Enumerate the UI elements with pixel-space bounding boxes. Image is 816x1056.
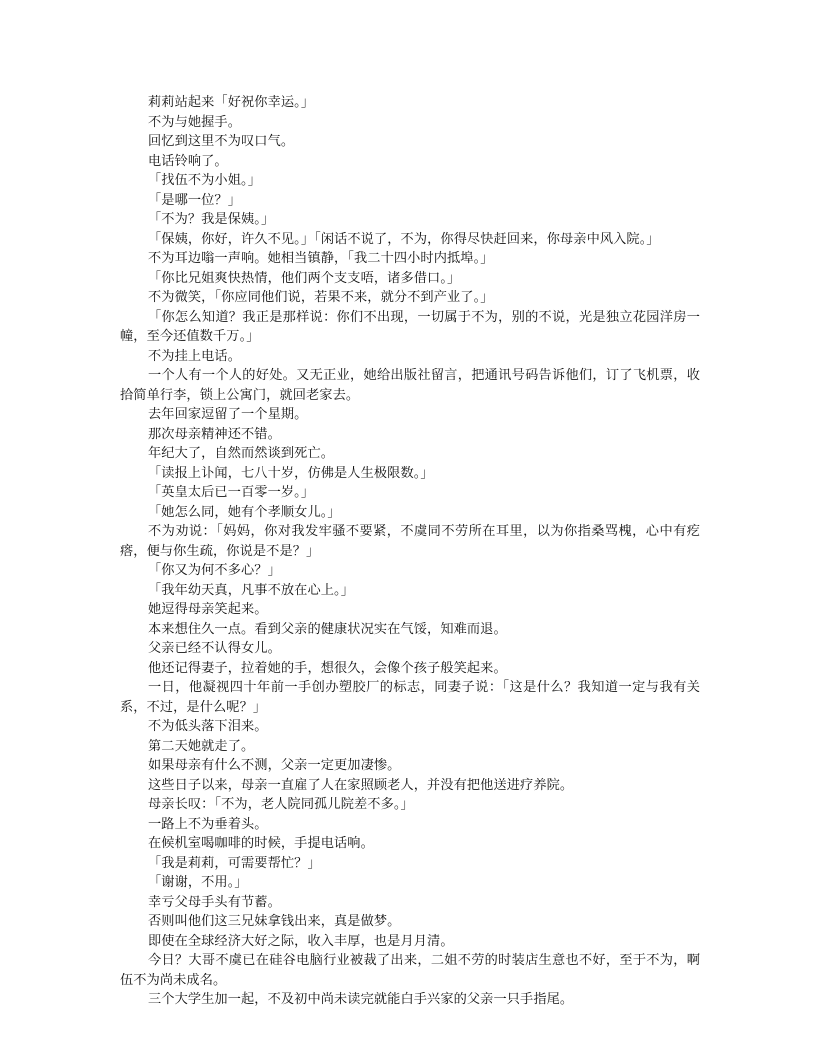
paragraph: 她逗得母亲笑起来。 xyxy=(148,602,268,617)
paragraph: 电话铃响了。 xyxy=(148,153,228,169)
paragraph: 即使在全球经济大好之际，收入丰厚，也是月月清。 xyxy=(148,933,454,949)
paragraph: 「谢谢，不用。」 xyxy=(148,875,248,890)
paragraph: 母亲长叹：「不为，老人院同孤儿院差不多。」 xyxy=(148,797,414,812)
paragraph: 「是哪一位？」 xyxy=(148,192,242,208)
paragraph: 不为低头落下泪来。 xyxy=(148,719,268,734)
paragraph: 那次母亲精神还不错。 xyxy=(148,426,281,442)
paragraph: 莉莉站起来「好祝你幸运。」 xyxy=(148,95,315,110)
paragraph: 不为挂上电话。 xyxy=(148,348,242,364)
paragraph: 这些日子以来，母亲一直雇了人在家照顾老人，并没有把他送进疗养院。 xyxy=(148,777,574,793)
paragraph: 不为耳边嗡一声响。她相当镇静，「我二十四小时内抵埠。」 xyxy=(148,251,494,266)
paragraph: 一个人有一个人的好处。又无正业，她给出版社留言，把通讯号码告诉他们，订了飞机票，收拾简单行李，锁上公寓门，就回老家去。 xyxy=(120,368,700,403)
paragraph: 幸亏父母手头有节蓄。 xyxy=(148,894,281,910)
document-page xyxy=(120,93,700,1010)
paragraph: 不为与她握手。 xyxy=(148,114,242,130)
paragraph: 不为劝说：「妈妈，你对我发牢骚不要紧，不虞同不劳所在耳里，以为你指桑骂槐，心中有疙瘩，便与你生疏，你说是不是？」 xyxy=(120,524,700,559)
paragraph: 「你又为何不多心？」 xyxy=(148,563,281,578)
paragraph: 三个大学生加一起，不及初中尚未读完就能白手兴家的父亲一只手指尾。 xyxy=(148,992,574,1007)
paragraph: 他还记得妻子，拉着她的手，想很久，会像个孩子般笑起来。 xyxy=(148,660,507,676)
paragraph: 本来想住久一点。看到父亲的健康状况实在气馁，知难而退。 xyxy=(148,621,507,637)
paragraph: 在候机室喝咖啡的时候，手提电话响。 xyxy=(148,836,374,851)
paragraph: 不为微笑，「你应同他们说，若果不来，就分不到产业了。」 xyxy=(148,290,494,305)
paragraph: 否则叫他们这三兄妹拿钱出来，真是做梦。 xyxy=(148,914,401,929)
paragraph: 今日？大哥不虞已在硅谷电脑行业被裁了出来，二姐不劳的时装店生意也不好，至于不为，啊伍不为尚未成名。 xyxy=(120,953,700,988)
paragraph: 「找伍不为小姐。」 xyxy=(148,173,261,188)
paragraph: 第二天她就走了。 xyxy=(148,738,255,754)
paragraph: 如果母亲有什么不测，父亲一定更加凄惨。 xyxy=(148,758,401,773)
paragraph: 一日，他凝视四十年前一手创办塑胶厂的标志，同妻子说：「这是什么？我知道一定与我有关系，不过，是什么呢？」 xyxy=(120,680,700,715)
paragraph: 「我年幼天真，凡事不放在心上。」 xyxy=(148,582,354,598)
paragraph: 「你怎么知道？我正是那样说：你们不出现，一切属于不为，别的不说，光是独立花园洋房一幢，至今还值数千万。」 xyxy=(120,309,700,344)
paragraph: 一路上不为垂着头。 xyxy=(148,816,268,832)
paragraph: 「你比兄姐爽快热情，他们两个支支唔，诸多借口。」 xyxy=(148,270,461,286)
paragraph: 「英皇太后已一百零一岁。」 xyxy=(148,485,315,500)
paragraph: 父亲已经不认得女儿。 xyxy=(148,641,281,656)
paragraph: 「我是莉莉，可需要帮忙？」 xyxy=(148,855,321,871)
paragraph: 年纪大了，自然而然谈到死亡。 xyxy=(148,446,335,461)
paragraph: 「读报上讣闻，七八十岁，仿佛是人生极限数。」 xyxy=(148,465,434,481)
paragraph: 回忆到这里不为叹口气。 xyxy=(148,134,295,149)
paragraph: 「她怎么同，她有个孝顺女儿。」 xyxy=(148,504,341,520)
paragraph: 去年回家逗留了一个星期。 xyxy=(148,407,308,422)
paragraph: 「保姨，你好，许久不见。」「闲话不说了，不为，你得尽快赶回来，你母亲中风入院。」 xyxy=(148,231,660,247)
paragraph: 「不为？我是保姨。」 xyxy=(148,212,275,227)
